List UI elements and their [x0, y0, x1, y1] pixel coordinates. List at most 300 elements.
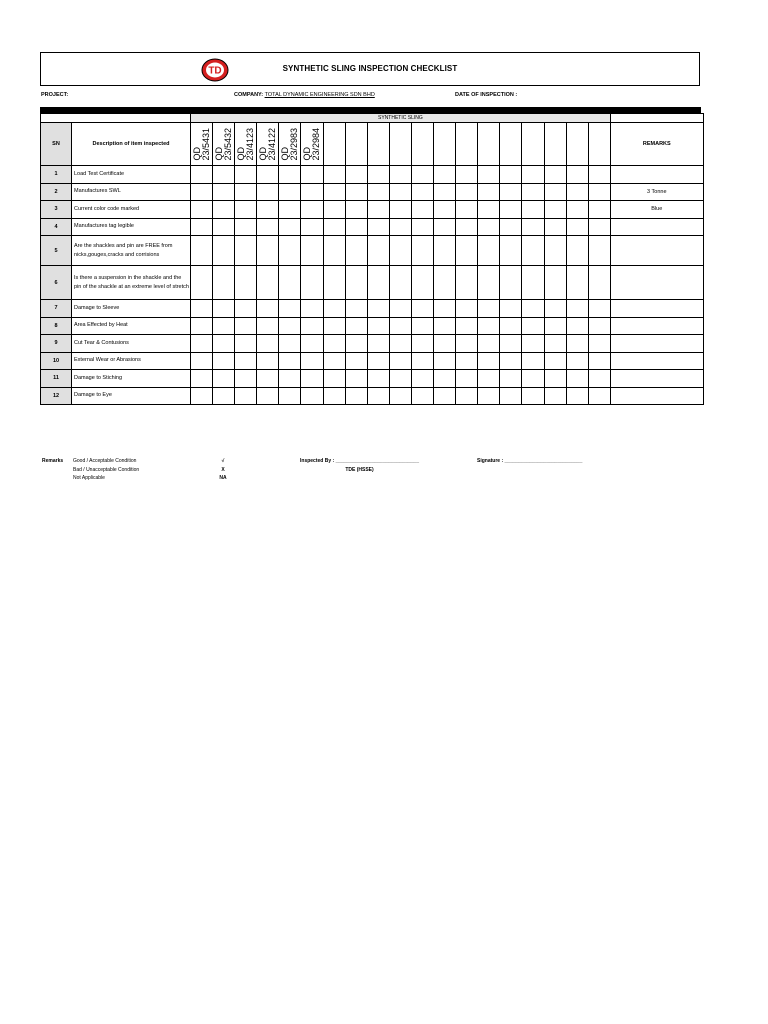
- check-cell[interactable]: [301, 387, 323, 405]
- legend-item: Not Applicable: [73, 475, 105, 481]
- check-cell[interactable]: [235, 218, 257, 236]
- sling-id-header: [367, 123, 389, 166]
- check-cell[interactable]: [191, 317, 213, 335]
- check-cell[interactable]: [345, 236, 367, 266]
- check-cell[interactable]: [566, 300, 588, 318]
- check-cell[interactable]: [235, 352, 257, 370]
- check-cell[interactable]: [566, 352, 588, 370]
- check-cell[interactable]: [478, 183, 500, 201]
- legend-label: Remarks: [42, 458, 64, 464]
- check-cell[interactable]: [213, 218, 235, 236]
- check-cell[interactable]: [367, 370, 389, 388]
- check-cell[interactable]: [500, 370, 522, 388]
- check-cell[interactable]: [389, 370, 411, 388]
- check-cell[interactable]: [301, 236, 323, 266]
- check-cell[interactable]: [544, 300, 566, 318]
- check-cell[interactable]: [588, 317, 610, 335]
- check-cell[interactable]: [478, 317, 500, 335]
- check-cell[interactable]: [301, 335, 323, 353]
- check-cell[interactable]: [411, 266, 433, 300]
- check-cell[interactable]: [235, 387, 257, 405]
- title-box: [40, 52, 700, 86]
- check-cell[interactable]: [500, 335, 522, 353]
- sling-id: QD 23/2984: [302, 127, 322, 161]
- check-cell[interactable]: [257, 183, 279, 201]
- check-cell[interactable]: [301, 317, 323, 335]
- check-cell[interactable]: [367, 387, 389, 405]
- check-cell[interactable]: [323, 300, 345, 318]
- check-cell[interactable]: [522, 166, 544, 184]
- check-cell[interactable]: [434, 387, 456, 405]
- check-cell[interactable]: [345, 335, 367, 353]
- check-cell[interactable]: [500, 166, 522, 184]
- check-cell[interactable]: [478, 166, 500, 184]
- check-cell[interactable]: [544, 370, 566, 388]
- check-cell[interactable]: [544, 218, 566, 236]
- check-cell[interactable]: [257, 266, 279, 300]
- check-cell[interactable]: [588, 183, 610, 201]
- check-cell[interactable]: [367, 201, 389, 219]
- sn-cell: 7: [41, 300, 72, 318]
- check-cell[interactable]: [235, 317, 257, 335]
- check-cell[interactable]: [411, 352, 433, 370]
- check-cell[interactable]: [566, 317, 588, 335]
- check-cell[interactable]: [213, 352, 235, 370]
- remark-cell: [610, 236, 703, 266]
- check-cell[interactable]: [522, 201, 544, 219]
- check-cell[interactable]: [544, 335, 566, 353]
- check-cell[interactable]: [588, 218, 610, 236]
- sling-id-header: [500, 123, 522, 166]
- sling-id-header: [566, 123, 588, 166]
- check-cell[interactable]: [257, 352, 279, 370]
- check-cell[interactable]: [500, 183, 522, 201]
- check-cell[interactable]: [191, 370, 213, 388]
- check-cell[interactable]: [456, 387, 478, 405]
- check-cell[interactable]: [367, 300, 389, 318]
- check-cell[interactable]: [478, 335, 500, 353]
- check-cell[interactable]: [279, 183, 301, 201]
- check-cell[interactable]: [434, 201, 456, 219]
- check-cell[interactable]: [323, 236, 345, 266]
- check-cell[interactable]: [588, 236, 610, 266]
- signature-line: Signature : ____________________________: [477, 458, 583, 464]
- check-cell[interactable]: [345, 166, 367, 184]
- sn-cell: 5: [41, 236, 72, 266]
- sling-id-header: [544, 123, 566, 166]
- check-cell[interactable]: [500, 266, 522, 300]
- check-cell[interactable]: [279, 370, 301, 388]
- page-title: SYNTHETIC SLING INSPECTION CHECKLIST: [282, 64, 458, 73]
- check-cell[interactable]: [279, 300, 301, 318]
- legend-item: Bad / Unacceptable Condition: [73, 466, 140, 473]
- check-cell[interactable]: [456, 236, 478, 266]
- check-cell[interactable]: [191, 218, 213, 236]
- sn-cell: 3: [41, 201, 72, 219]
- check-cell[interactable]: [323, 335, 345, 353]
- check-cell[interactable]: [411, 201, 433, 219]
- legend-symbols: [216, 457, 230, 483]
- check-cell[interactable]: [345, 183, 367, 201]
- check-cell[interactable]: [257, 201, 279, 219]
- check-cell[interactable]: [434, 370, 456, 388]
- check-cell[interactable]: [566, 201, 588, 219]
- check-cell[interactable]: [389, 317, 411, 335]
- check-cell[interactable]: [367, 183, 389, 201]
- check-cell[interactable]: [389, 352, 411, 370]
- check-cell[interactable]: [235, 370, 257, 388]
- remark-cell: Blue: [610, 201, 703, 219]
- remark-cell: [610, 300, 703, 318]
- check-cell[interactable]: [235, 166, 257, 184]
- check-cell[interactable]: [213, 387, 235, 405]
- check-cell[interactable]: [411, 387, 433, 405]
- company-label: COMPANY:: [234, 92, 264, 98]
- check-cell[interactable]: [522, 218, 544, 236]
- check-cell[interactable]: [323, 218, 345, 236]
- check-cell[interactable]: [367, 317, 389, 335]
- table-row: [41, 201, 704, 219]
- check-cell[interactable]: [323, 370, 345, 388]
- check-cell[interactable]: [411, 183, 433, 201]
- check-cell[interactable]: [456, 218, 478, 236]
- sn-cell: 8: [41, 317, 72, 335]
- check-cell[interactable]: [500, 201, 522, 219]
- check-cell[interactable]: [588, 201, 610, 219]
- check-cell[interactable]: [522, 300, 544, 318]
- check-cell[interactable]: [411, 335, 433, 353]
- check-cell[interactable]: [345, 266, 367, 300]
- check-cell[interactable]: [279, 387, 301, 405]
- description-cell: Area Effected by Heat: [72, 317, 191, 335]
- sling-id-header: [235, 123, 257, 166]
- check-cell[interactable]: [301, 218, 323, 236]
- check-cell[interactable]: [257, 370, 279, 388]
- check-cell[interactable]: [411, 300, 433, 318]
- check-cell[interactable]: [522, 183, 544, 201]
- check-cell[interactable]: [434, 266, 456, 300]
- check-cell[interactable]: [367, 218, 389, 236]
- check-cell[interactable]: [345, 218, 367, 236]
- table-row: [41, 266, 704, 300]
- check-cell[interactable]: [323, 352, 345, 370]
- check-cell[interactable]: [301, 166, 323, 184]
- check-cell[interactable]: [566, 266, 588, 300]
- check-cell[interactable]: [279, 201, 301, 219]
- check-cell[interactable]: [434, 352, 456, 370]
- check-cell[interactable]: [588, 335, 610, 353]
- check-cell[interactable]: [566, 183, 588, 201]
- check-cell[interactable]: [566, 236, 588, 266]
- check-cell[interactable]: [213, 317, 235, 335]
- check-cell[interactable]: [257, 387, 279, 405]
- check-cell[interactable]: [434, 335, 456, 353]
- check-cell[interactable]: [588, 352, 610, 370]
- check-cell[interactable]: [389, 300, 411, 318]
- check-cell[interactable]: [235, 236, 257, 266]
- check-cell[interactable]: [478, 370, 500, 388]
- check-cell[interactable]: [213, 183, 235, 201]
- check-cell[interactable]: [566, 166, 588, 184]
- check-cell[interactable]: [301, 352, 323, 370]
- sn-header: SN: [41, 123, 72, 166]
- check-cell[interactable]: [544, 166, 566, 184]
- check-cell[interactable]: [279, 266, 301, 300]
- check-cell[interactable]: [500, 218, 522, 236]
- check-cell[interactable]: [345, 300, 367, 318]
- check-cell[interactable]: [279, 352, 301, 370]
- check-cell[interactable]: [323, 266, 345, 300]
- check-cell[interactable]: [191, 352, 213, 370]
- check-cell[interactable]: [411, 317, 433, 335]
- check-cell[interactable]: [367, 335, 389, 353]
- description-cell: External Wear or Abrasions: [72, 352, 191, 370]
- check-cell[interactable]: [411, 218, 433, 236]
- check-cell[interactable]: [566, 335, 588, 353]
- remark-cell: [610, 218, 703, 236]
- inspected-by-block: [300, 457, 419, 474]
- check-cell[interactable]: [257, 218, 279, 236]
- check-cell[interactable]: [522, 335, 544, 353]
- check-cell[interactable]: [434, 218, 456, 236]
- check-cell[interactable]: [544, 387, 566, 405]
- check-cell[interactable]: [213, 335, 235, 353]
- check-cell[interactable]: [434, 300, 456, 318]
- sling-id-header: [191, 123, 213, 166]
- table-row: [41, 370, 704, 388]
- check-cell[interactable]: [367, 236, 389, 266]
- sling-id-header: [434, 123, 456, 166]
- legend-item: Good / Acceptable Condition: [73, 458, 137, 464]
- table-row: [41, 218, 704, 236]
- check-cell[interactable]: [522, 387, 544, 405]
- check-cell[interactable]: [235, 335, 257, 353]
- description-cell: Manufactures tag legible: [72, 218, 191, 236]
- check-cell[interactable]: [456, 300, 478, 318]
- check-cell[interactable]: [191, 183, 213, 201]
- check-cell[interactable]: [588, 300, 610, 318]
- check-cell[interactable]: [323, 387, 345, 405]
- check-cell[interactable]: [478, 201, 500, 219]
- check-cell[interactable]: [191, 300, 213, 318]
- check-cell[interactable]: [323, 201, 345, 219]
- sling-id-header: [323, 123, 345, 166]
- check-cell[interactable]: [257, 236, 279, 266]
- check-cell[interactable]: [566, 387, 588, 405]
- sling-id-header: [389, 123, 411, 166]
- check-cell[interactable]: [389, 236, 411, 266]
- sn-cell: 6: [41, 266, 72, 300]
- check-cell[interactable]: [456, 317, 478, 335]
- description-cell: Damage to Eye: [72, 387, 191, 405]
- check-cell[interactable]: [566, 218, 588, 236]
- check-cell[interactable]: [456, 166, 478, 184]
- check-cell[interactable]: [345, 317, 367, 335]
- check-cell[interactable]: [389, 266, 411, 300]
- check-cell[interactable]: [301, 201, 323, 219]
- check-cell[interactable]: [522, 370, 544, 388]
- check-cell[interactable]: [279, 166, 301, 184]
- sn-cell: 12: [41, 387, 72, 405]
- check-cell[interactable]: [279, 335, 301, 353]
- description-cell: Are the shackles and pin are FREE from nicks,gouges,cracks and corrisions: [72, 236, 191, 266]
- table-row: [41, 236, 704, 266]
- remark-cell: [610, 266, 703, 300]
- check-cell[interactable]: [213, 166, 235, 184]
- check-cell[interactable]: [544, 266, 566, 300]
- check-cell[interactable]: [500, 352, 522, 370]
- check-cell[interactable]: [544, 236, 566, 266]
- check-cell[interactable]: [434, 317, 456, 335]
- check-cell[interactable]: [456, 266, 478, 300]
- remarks-header: REMARKS: [610, 123, 703, 166]
- check-cell[interactable]: [588, 266, 610, 300]
- sling-id: QD 23/4122: [257, 127, 277, 161]
- sling-id-header: [411, 123, 433, 166]
- check-cell[interactable]: [323, 166, 345, 184]
- check-cell[interactable]: [389, 166, 411, 184]
- check-cell[interactable]: [213, 266, 235, 300]
- check-cell[interactable]: [191, 166, 213, 184]
- company-value: TOTAL DYNAMIC ENGINEERING SDN BHD: [264, 92, 375, 98]
- check-cell[interactable]: [456, 335, 478, 353]
- check-cell[interactable]: [345, 370, 367, 388]
- sling-id-header: [478, 123, 500, 166]
- check-cell[interactable]: [191, 387, 213, 405]
- check-cell[interactable]: [478, 300, 500, 318]
- sn-cell: 4: [41, 218, 72, 236]
- check-cell[interactable]: [544, 183, 566, 201]
- check-cell[interactable]: [345, 352, 367, 370]
- check-cell[interactable]: [235, 266, 257, 300]
- check-cell[interactable]: [500, 300, 522, 318]
- sling-id-header: [588, 123, 610, 166]
- check-cell[interactable]: [522, 266, 544, 300]
- check-cell[interactable]: [566, 370, 588, 388]
- check-cell[interactable]: [257, 317, 279, 335]
- sling-id-header: [301, 123, 323, 166]
- inspection-table: [40, 113, 704, 405]
- check-cell[interactable]: [411, 370, 433, 388]
- check-cell[interactable]: [301, 183, 323, 201]
- check-cell[interactable]: [345, 387, 367, 405]
- company-field: [234, 92, 375, 98]
- check-cell[interactable]: [478, 236, 500, 266]
- check-cell[interactable]: [301, 370, 323, 388]
- check-cell[interactable]: [544, 352, 566, 370]
- check-cell[interactable]: [191, 236, 213, 266]
- check-cell[interactable]: [588, 387, 610, 405]
- table-row: [41, 166, 704, 184]
- check-cell[interactable]: [434, 236, 456, 266]
- sn-cell: 11: [41, 370, 72, 388]
- description-cell: Is there a suspension in the shackle and the pin of the shackle at an extreme level of stretch: [72, 266, 191, 300]
- check-cell[interactable]: [191, 266, 213, 300]
- check-cell[interactable]: [478, 218, 500, 236]
- check-cell[interactable]: [213, 201, 235, 219]
- check-cell[interactable]: [367, 266, 389, 300]
- check-cell[interactable]: [235, 300, 257, 318]
- check-cell[interactable]: [456, 201, 478, 219]
- check-cell[interactable]: [389, 218, 411, 236]
- table-row: [41, 335, 704, 353]
- sling-id-header: [456, 123, 478, 166]
- description-cell: Damage to Sleeve: [72, 300, 191, 318]
- check-cell[interactable]: [434, 166, 456, 184]
- project-label: PROJECT:: [41, 92, 69, 98]
- check-cell[interactable]: [279, 218, 301, 236]
- sling-id-header: [213, 123, 235, 166]
- check-cell[interactable]: [191, 201, 213, 219]
- check-cell[interactable]: [213, 236, 235, 266]
- check-cell[interactable]: [235, 183, 257, 201]
- check-cell[interactable]: [389, 335, 411, 353]
- check-cell[interactable]: [279, 317, 301, 335]
- check-cell[interactable]: [257, 335, 279, 353]
- check-cell[interactable]: [588, 370, 610, 388]
- check-cell[interactable]: [389, 201, 411, 219]
- remark-cell: [610, 352, 703, 370]
- check-cell[interactable]: [367, 166, 389, 184]
- table-row: [41, 317, 704, 335]
- description-cell: Manufactures SWL: [72, 183, 191, 201]
- legend-symbol: √: [221, 458, 225, 464]
- check-cell[interactable]: [588, 166, 610, 184]
- check-cell[interactable]: [478, 266, 500, 300]
- check-cell[interactable]: [411, 236, 433, 266]
- check-cell[interactable]: [279, 236, 301, 266]
- check-cell[interactable]: [191, 335, 213, 353]
- check-cell[interactable]: [235, 201, 257, 219]
- inspected-by-line: Inspected By : ______________________________: [300, 458, 419, 464]
- check-cell[interactable]: [257, 300, 279, 318]
- check-cell[interactable]: [522, 352, 544, 370]
- check-cell[interactable]: [301, 266, 323, 300]
- check-cell[interactable]: [456, 352, 478, 370]
- check-cell[interactable]: [367, 352, 389, 370]
- legend-symbol: NA: [219, 475, 227, 481]
- check-cell[interactable]: [500, 387, 522, 405]
- check-cell[interactable]: [456, 370, 478, 388]
- check-cell[interactable]: [522, 236, 544, 266]
- table-row: [41, 387, 704, 405]
- check-cell[interactable]: [213, 370, 235, 388]
- check-cell[interactable]: [500, 236, 522, 266]
- check-cell[interactable]: [345, 201, 367, 219]
- check-cell[interactable]: [544, 201, 566, 219]
- check-cell[interactable]: [522, 317, 544, 335]
- check-cell[interactable]: [257, 166, 279, 184]
- check-cell[interactable]: [456, 183, 478, 201]
- check-cell[interactable]: [411, 166, 433, 184]
- check-cell[interactable]: [389, 387, 411, 405]
- inspected-role: TDE (HSSE): [345, 466, 374, 473]
- check-cell[interactable]: [389, 183, 411, 201]
- check-cell[interactable]: [213, 300, 235, 318]
- remark-cell: [610, 335, 703, 353]
- check-cell[interactable]: [478, 352, 500, 370]
- check-cell[interactable]: [434, 183, 456, 201]
- sn-cell: 9: [41, 335, 72, 353]
- check-cell[interactable]: [301, 300, 323, 318]
- check-cell[interactable]: [478, 387, 500, 405]
- check-cell[interactable]: [323, 317, 345, 335]
- check-cell[interactable]: [500, 317, 522, 335]
- check-cell[interactable]: [323, 183, 345, 201]
- remark-cell: [610, 370, 703, 388]
- remark-cell: [610, 317, 703, 335]
- check-cell[interactable]: [544, 317, 566, 335]
